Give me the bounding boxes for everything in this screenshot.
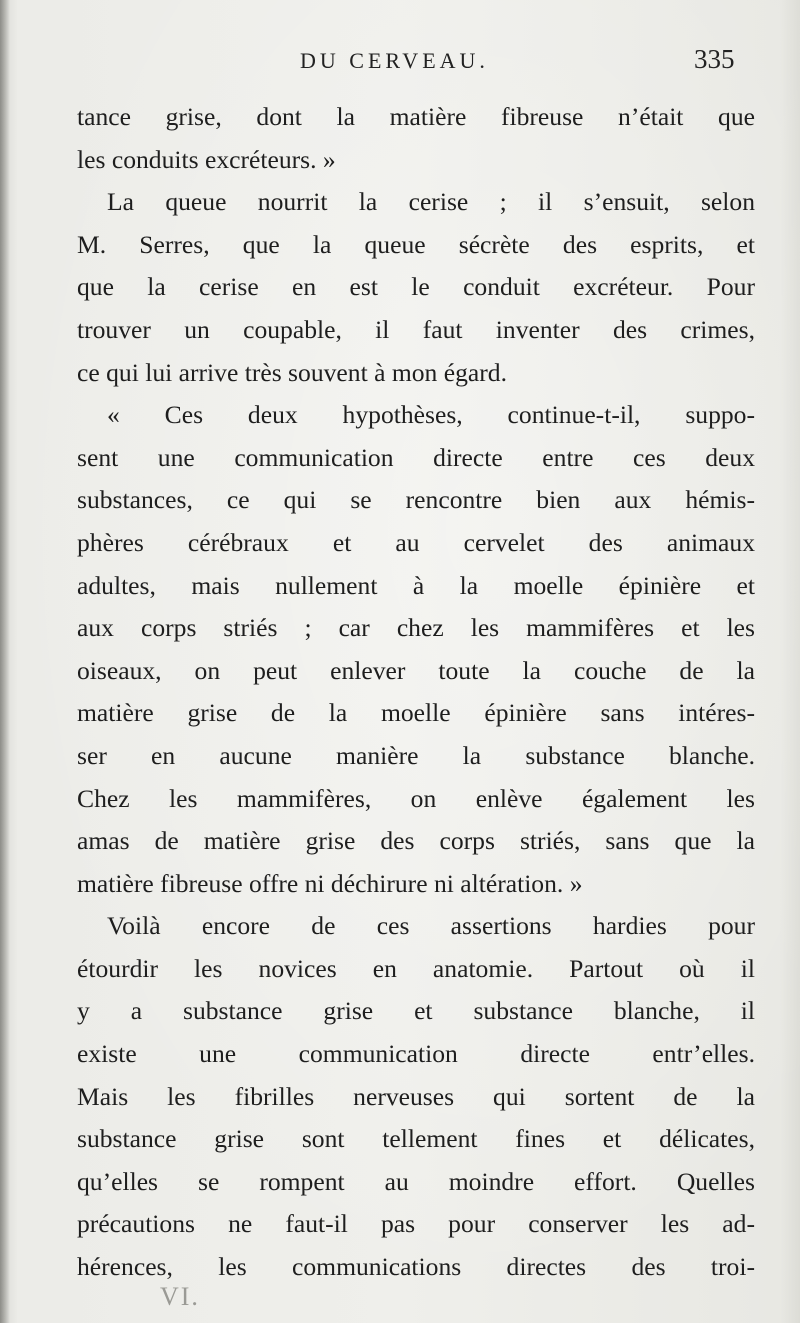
text-line: Mais les fibrilles nerveuses qui sortent de la [77,1081,755,1111]
text-line: précautions ne faut-il pas pour conserver les ad- [77,1209,755,1239]
running-head: DU CERVEAU. [300,48,489,73]
page-number: 335 [694,44,735,74]
text-line: substance grise sont tellement fines et délicates, [77,1124,755,1154]
text-line: substances, ce qui se rencontre bien aux hémis- [77,485,755,515]
text-line: trouver un coupable, il faut inventer des crimes, [77,314,755,344]
page-gutter-shadow [0,0,10,1323]
text-line: « Ces deux hypothèses, continue-t-il, suppo- [107,400,755,430]
text-line: adultes, mais nullement à la moelle épinière et [77,570,755,600]
text-line: matière grise de la moelle épinière sans intéres- [77,698,755,728]
body-text [77,96,755,1289]
text-line: M. Serres, que la queue sécrète des esprits, et [77,229,755,259]
text-line: les conduits excréteurs. » [77,144,336,174]
text-line: amas de matière grise des corps striés, sans que la [77,826,755,856]
text-line: phères cérébraux et au cervelet des animaux [77,527,755,557]
text-line: y a substance grise et substance blanche, il [77,996,755,1026]
text-line: Chez les mammifères, on enlève également les [77,783,755,813]
text-line: ser en aucune manière la substance blanche. [77,740,755,770]
text-line: tance grise, dont la matière fibreuse n’était que [77,102,755,131]
text-line: sent une communication directe entre ces deux [77,442,755,472]
text-line: matière fibreuse offre ni déchirure ni altération. » [77,868,583,898]
text-line: hérences, les communications directes des troi- [77,1252,755,1282]
signature-mark: VI. [160,1282,200,1311]
text-line: qu’elles se rompent au moindre effort. Quelles [77,1166,755,1196]
text-line: que la cerise en est le conduit excréteur. Pour [77,272,755,302]
text-line: La queue nourrit la cerise ; il s’ensuit, selon [107,187,755,217]
text-line: ce qui lui arrive très souvent à mon égard. [77,357,507,387]
text-line: aux corps striés ; car chez les mammifères et les [77,613,755,643]
text-line: oiseaux, on peut enlever toute la couche de la [77,655,755,685]
text-line: Voilà encore de ces assertions hardies pour [107,911,755,941]
text-line: existe une communication directe entr’elles. [77,1039,755,1069]
text-line: étourdir les novices en anatomie. Partout où il [77,953,755,983]
